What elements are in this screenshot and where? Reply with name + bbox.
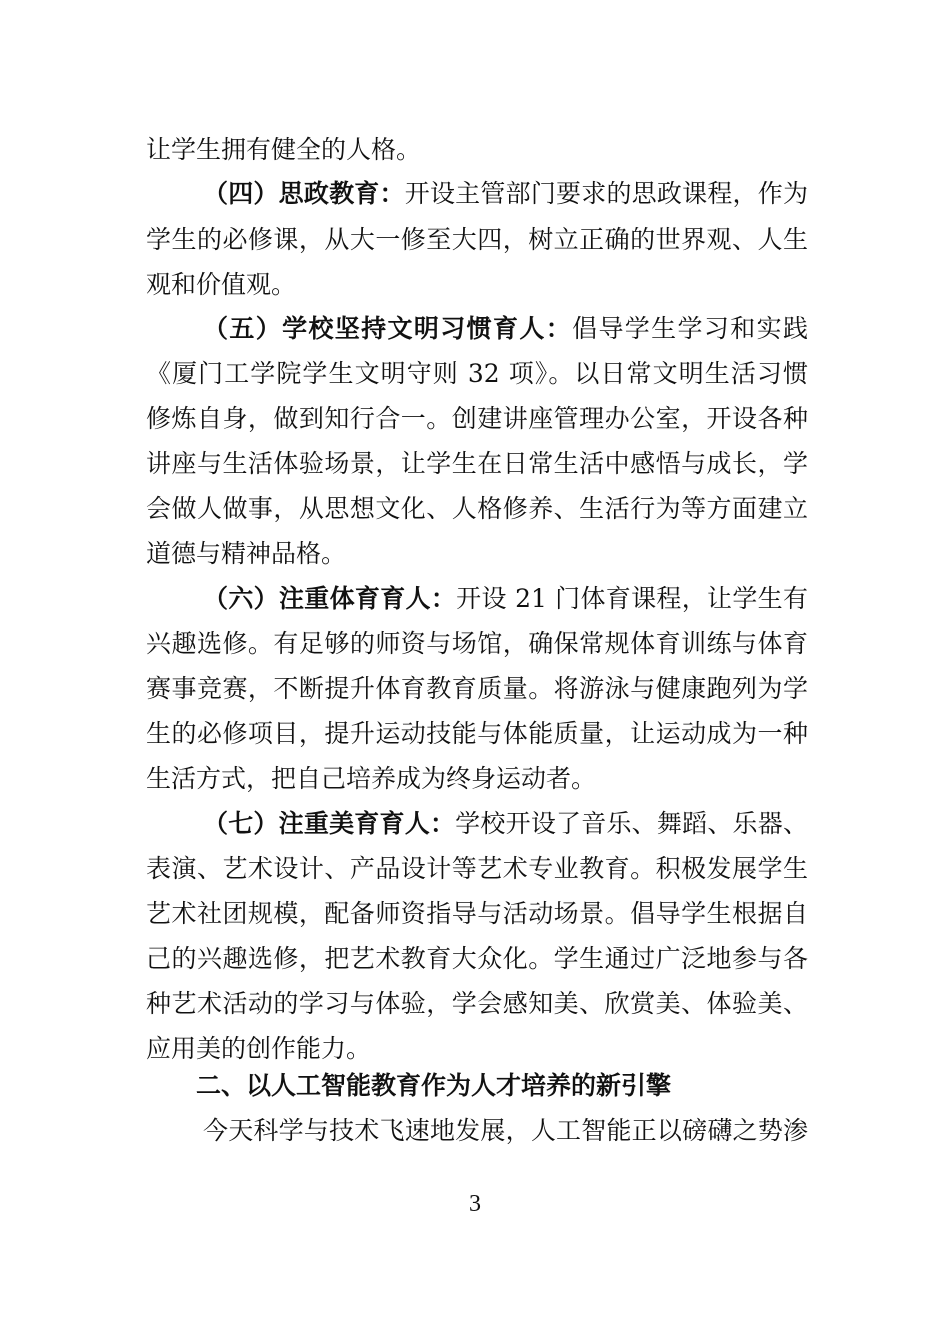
subsection-label: （六）注重体育育人：: [203, 584, 457, 613]
paragraph-line: 学生的必修课，从大一修至大四，树立正确的世界观、人生: [146, 225, 808, 254]
paragraph-line: 修炼自身，做到知行合一。创建讲座管理办公室，开设各种: [146, 404, 808, 433]
paragraph-line: 艺术社团规模，配备师资指导与活动场景。倡导学生根据自: [146, 899, 808, 928]
paragraph-text: 学校开设了音乐、舞蹈、乐器、: [455, 809, 808, 838]
paragraph-line: 《厦门工学院学生文明守则 32 项》。以日常文明生活习惯: [146, 359, 808, 388]
paragraph-line: 表演、艺术设计、产品设计等艺术专业教育。积极发展学生: [146, 854, 808, 883]
paragraph-line: 生的必修项目，提升运动技能与体能质量，让运动成为一种: [146, 719, 808, 748]
paragraph-first-line: [203, 809, 808, 839]
paragraph-text: 倡导学生学习和实践: [572, 314, 808, 343]
subsection-label: （五）学校坚持文明习惯育人：: [203, 314, 573, 343]
paragraph-line: 应用美的创作能力。: [146, 1034, 372, 1063]
paragraph-text: 开设 21 门体育课程，让学生有: [456, 584, 808, 613]
paragraph-first-line: [203, 314, 808, 344]
section-heading: 二、以人工智能教育作为人才培养的新引擎: [196, 1071, 672, 1100]
paragraph-line: 观和价值观。: [146, 270, 297, 299]
paragraph-line: 让学生拥有健全的人格。: [146, 135, 422, 164]
paragraph-line: 会做人做事，从思想文化、人格修养、生活行为等方面建立: [146, 494, 808, 523]
paragraph-line: 己的兴趣选修，把艺术教育大众化。学生通过广泛地参与各: [146, 944, 808, 973]
paragraph-first-line: [203, 179, 808, 209]
page-number: 3: [469, 1191, 481, 1217]
paragraph-line: 讲座与生活体验场景，让学生在日常生活中感悟与成长，学: [146, 449, 808, 478]
paragraph-line: 赛事竞赛，不断提升体育教育质量。将游泳与健康跑列为学: [146, 674, 808, 703]
paragraph-line: 道德与精神品格。: [146, 539, 347, 568]
paragraph-line: 种艺术活动的学习与体验，学会感知美、欣赏美、体验美、: [146, 989, 808, 1018]
paragraph-line: 兴趣选修。有足够的师资与场馆，确保常规体育训练与体育: [146, 629, 808, 658]
subsection-label: （四）思政教育：: [203, 179, 405, 208]
paragraph-line: 生活方式，把自己培养成为终身运动者。: [146, 764, 597, 793]
subsection-label: （七）注重美育育人：: [203, 809, 456, 838]
paragraph-text: 开设主管部门要求的思政课程，作为: [404, 179, 808, 208]
paragraph-first-line: 今天科学与技术飞速地发展，人工智能正以磅礴之势渗: [203, 1116, 808, 1145]
paragraph-first-line: [203, 584, 808, 614]
